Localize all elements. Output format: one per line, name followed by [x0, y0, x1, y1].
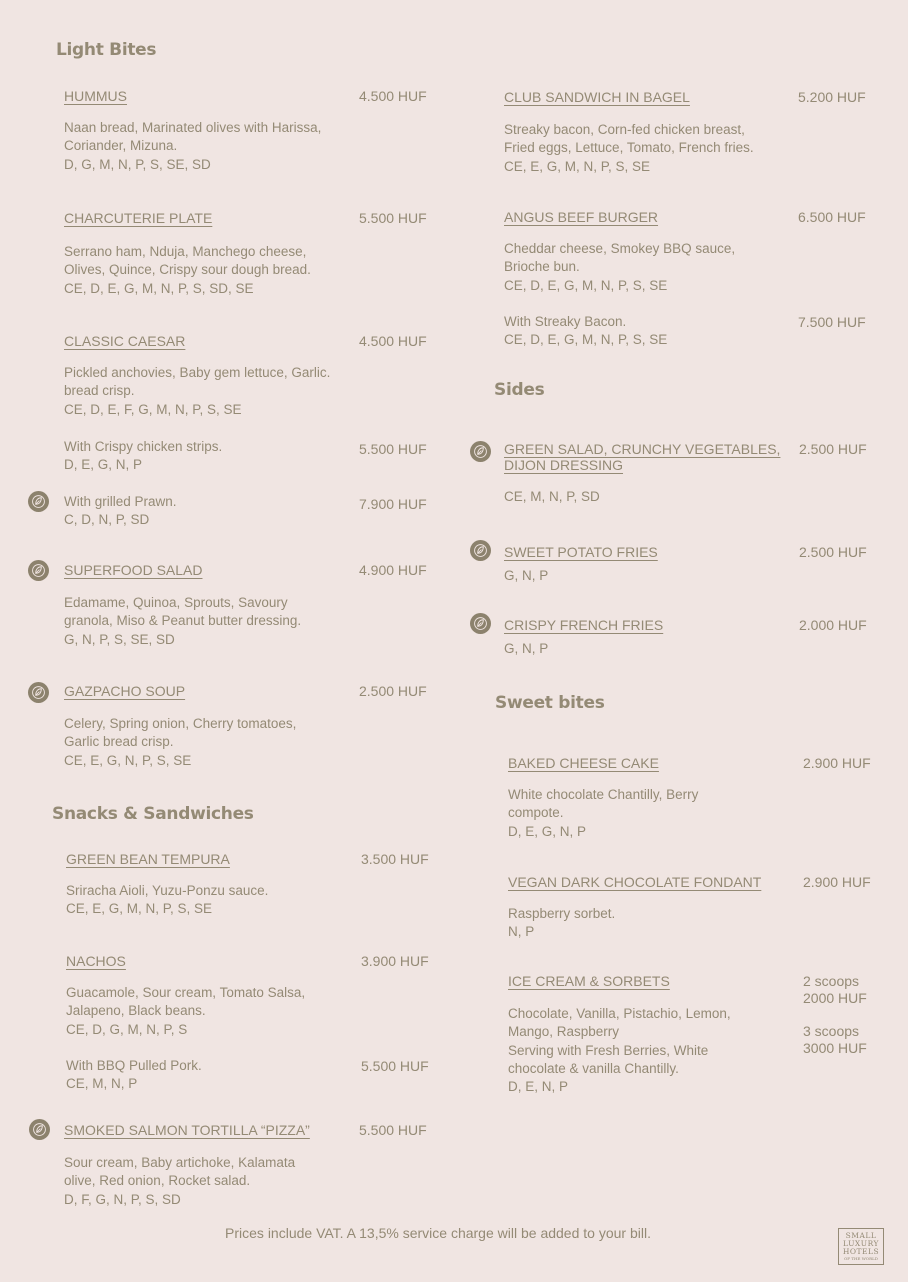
- menu-item-gazpacho-name: GAZPACHO SOUP: [64, 683, 186, 699]
- menu-item-hummus-name: HUMMUS: [64, 88, 127, 104]
- menu-item-salmon-desc: Sour cream, Baby artichoke, Kalamata olive, Red onion, Rocket salad. D, F, G, N, P, S, SD: [64, 1155, 296, 1207]
- menu-item-fondant-price: 2.900 HUF: [803, 874, 871, 890]
- menu-item-gazpacho-price: 2.500 HUF: [359, 683, 427, 699]
- menu-item-salmon-price: 5.500 HUF: [359, 1122, 427, 1138]
- menu-item-burger-name: ANGUS BEEF BURGER: [504, 209, 659, 225]
- menu-item-icecream-name: ICE CREAM & SORBETS: [508, 973, 670, 989]
- menu-item-caesar-chicken-price: 5.500 HUF: [359, 441, 427, 457]
- logo-line-3: HOTELS: [842, 1247, 880, 1256]
- menu-item-fondant-desc: Raspberry sorbet. N, P: [508, 906, 616, 940]
- menu-item-french-fries-price: 2.000 HUF: [799, 617, 867, 633]
- menu-item-french-fries-name: CRISPY FRENCH FRIES: [504, 617, 664, 633]
- menu-item-caesar-prawn-desc: With grilled Prawn. C, D, N, P, SD: [64, 494, 177, 528]
- menu-item-club-desc: Streaky bacon, Corn-fed chicken breast, Fried eggs, Lettuce, Tomato, French fries. CE, E, G, M, N, P, S, SE: [504, 122, 754, 174]
- menu-item-gazpacho-desc: Celery, Spring onion, Cherry tomatoes, Garlic bread crisp. CE, E, G, N, P, S, SE: [64, 716, 297, 768]
- logo-line-4: OF THE WORLD: [844, 1256, 878, 1261]
- menu-item-icecream-price-3-scoops: 3 scoops 3000 HUF: [803, 1023, 867, 1056]
- menu-item-superfood-price: 4.900 HUF: [359, 562, 427, 578]
- menu-item-charcuterie-price: 5.500 HUF: [359, 210, 427, 226]
- vat-note: Prices include VAT. A 13,5% service charge will be added to your bill.: [225, 1225, 651, 1241]
- menu-item-sweet-potato-name: SWEET POTATO FRIES: [504, 544, 658, 560]
- menu-item-superfood-name: SUPERFOOD SALAD: [64, 562, 203, 578]
- menu-item-charcuterie-name: CHARCUTERIE PLATE: [64, 210, 213, 226]
- menu-item-fondant-name: VEGAN DARK CHOCOLATE FONDANT: [508, 874, 762, 890]
- menu-item-nachos-desc: Guacamole, Sour cream, Tomato Salsa, Jalapeno, Black beans. CE, D, G, M, N, P, S: [66, 985, 306, 1037]
- menu-item-charcuterie-desc: Serrano ham, Nduja, Manchego cheese, Olives, Quince, Crispy sour dough bread. CE, D, E, G, M, N, P, S, SD, SE: [64, 244, 311, 296]
- menu-item-tempura-name: GREEN BEAN TEMPURA: [66, 851, 230, 867]
- menu-item-club-name: CLUB SANDWICH IN BAGEL: [504, 89, 690, 105]
- vegan-leaf-icon: [28, 491, 49, 512]
- menu-item-icecream-desc: Chocolate, Vanilla, Pistachio, Lemon, Mango, Raspberry Serving with Fresh Berries, White chocolate & vanilla Chantilly. D, E, N, P: [508, 1006, 731, 1095]
- section-sweet-bites: Sweet bites: [495, 693, 605, 713]
- menu-item-nachos-name: NACHOS: [66, 953, 126, 969]
- menu-item-tempura-desc: Sriracha Aioli, Yuzu-Ponzu sauce. CE, E, G, M, N, P, S, SE: [66, 883, 269, 917]
- vegan-leaf-icon: [29, 1119, 50, 1140]
- vegan-leaf-icon: [470, 540, 491, 561]
- menu-item-icecream-price-2-scoops: 2 scoops 2000 HUF: [803, 973, 867, 1006]
- vegan-leaf-icon: [28, 682, 49, 703]
- menu-item-green-salad-name: GREEN SALAD, CRUNCHY VEGETABLES, DIJON DRESSING: [504, 441, 781, 473]
- menu-item-burger-desc: Cheddar cheese, Smokey BBQ sauce, Brioche bun. CE, D, E, G, M, N, P, S, SE: [504, 241, 736, 293]
- menu-item-caesar-desc: Pickled anchovies, Baby gem lettuce, Garlic. bread crisp. CE, D, E, F, G, M, N, P, S, SE: [64, 365, 331, 417]
- section-light-bites: Light Bites: [56, 40, 157, 60]
- menu-item-sweet-potato-price: 2.500 HUF: [799, 544, 867, 560]
- menu-item-salmon-name: SMOKED SALMON TORTILLA “PIZZA”: [64, 1122, 310, 1138]
- menu-item-superfood-desc: Edamame, Quinoa, Sprouts, Savoury granola, Miso & Peanut butter dressing. G, N, P, S, SE, SD: [64, 595, 302, 647]
- section-sides: Sides: [494, 380, 545, 400]
- menu-item-nachos-pork-desc: With BBQ Pulled Pork. CE, M, N, P: [66, 1058, 202, 1092]
- menu-item-hummus-desc: Naan bread, Marinated olives with Harissa, Coriander, Mizuna. D, G, M, N, P, S, SE, SD: [64, 120, 322, 172]
- menu-item-nachos-price: 3.900 HUF: [361, 953, 429, 969]
- menu-item-cheesecake-desc: White chocolate Chantilly, Berry compote. D, E, G, N, P: [508, 787, 699, 839]
- menu-item-caesar-chicken-desc: With Crispy chicken strips. D, E, G, N, P: [64, 439, 223, 473]
- menu-item-cheesecake-price: 2.900 HUF: [803, 755, 871, 771]
- small-luxury-hotels-logo: [838, 1228, 884, 1265]
- menu-item-caesar-name: CLASSIC CAESAR: [64, 333, 186, 349]
- menu-item-burger-price: 6.500 HUF: [798, 209, 866, 225]
- vegan-leaf-icon: [28, 560, 49, 581]
- menu-item-nachos-pork-price: 5.500 HUF: [361, 1058, 429, 1074]
- menu-item-sweet-potato-desc: G, N, P: [504, 568, 549, 583]
- menu-item-french-fries-desc: G, N, P: [504, 641, 549, 656]
- menu-item-caesar-prawn-price: 7.900 HUF: [359, 496, 427, 512]
- menu-item-tempura-price: 3.500 HUF: [361, 851, 429, 867]
- menu-item-burger-bacon-desc: With Streaky Bacon. CE, D, E, G, M, N, P, S, SE: [504, 314, 668, 348]
- menu-item-burger-bacon-price: 7.500 HUF: [798, 314, 866, 330]
- vegan-leaf-icon: [470, 441, 491, 462]
- menu-item-club-price: 5.200 HUF: [798, 89, 866, 105]
- logo-line-1: SMALL: [845, 1231, 877, 1240]
- menu-item-caesar-price: 4.500 HUF: [359, 333, 427, 349]
- logo-line-2: LUXURY: [843, 1239, 879, 1248]
- section-snacks-sandwiches: Snacks & Sandwiches: [52, 804, 254, 824]
- menu-item-green-salad-price: 2.500 HUF: [799, 441, 867, 457]
- vegan-leaf-icon: [470, 613, 491, 634]
- menu-item-hummus-price: 4.500 HUF: [359, 88, 427, 104]
- menu-item-cheesecake-name: BAKED CHEESE CAKE: [508, 755, 659, 771]
- menu-item-green-salad-desc: CE, M, N, P, SD: [504, 489, 600, 504]
